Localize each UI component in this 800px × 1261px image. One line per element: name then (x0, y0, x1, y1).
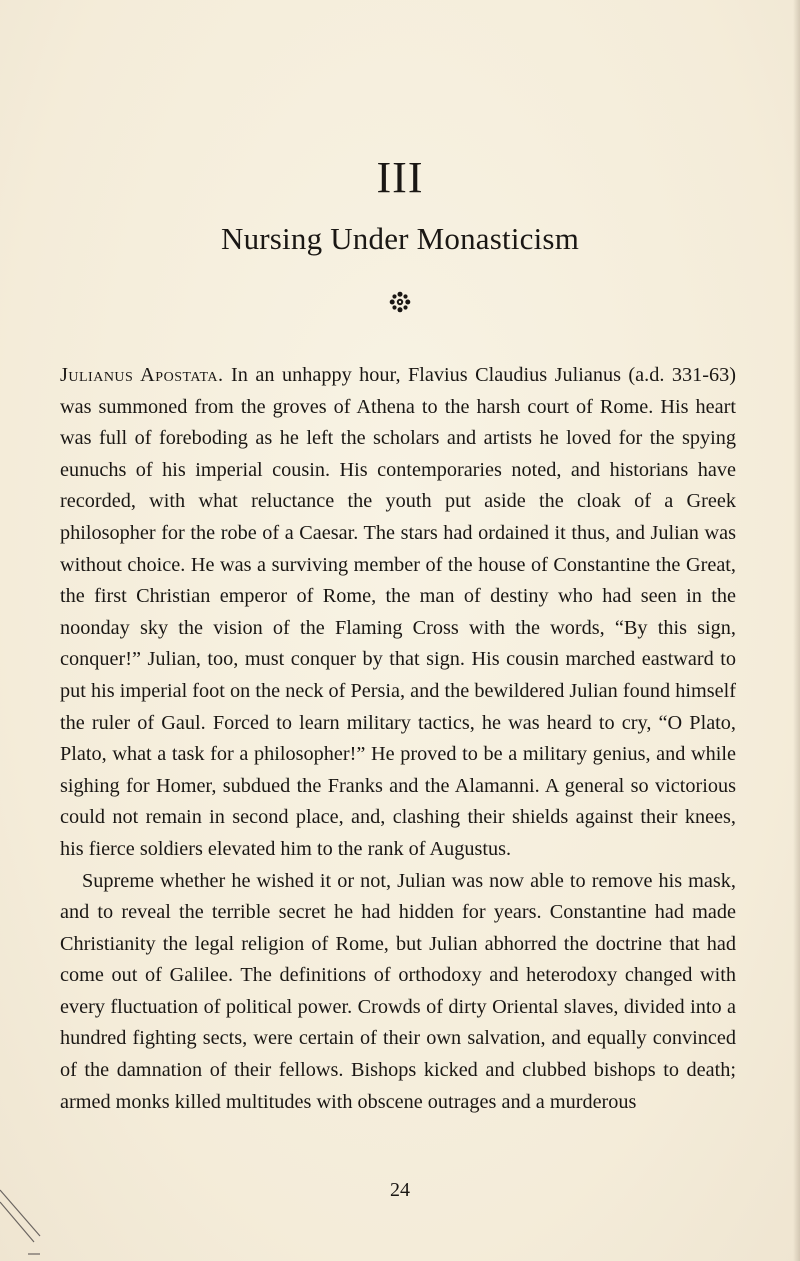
paragraph-2: Supreme whether he wished it or not, Julian was now able to remove his mask, and to reveal the terrible secret he had hidden for years. Constantine had made Christianity the legal religion of Rome, but Julian abhorred the doctrine that had come out of Galilee. The definitions of orthodoxy and heterodoxy changed with every fluctuation of political power. Crowds of dirty Oriental slaves, divided into a hundred fighting sects, were certain of their own salvation, and equally convinced of the damnation of their fellows. Bishops kicked and clubbed bishops to death; armed monks killed multitudes with obscene outrages and a murderous (60, 869, 736, 1113)
chapter-body-text (60, 360, 736, 1118)
paragraph-1 (60, 360, 736, 866)
page-number: 24 (390, 1179, 410, 1201)
chapter-number: III (376, 153, 424, 202)
scan-edge-shadow (793, 0, 800, 1261)
paragraph-1-text: In an unhappy hour, Flavius Claudius Julianus (a.d. 331-63) was summoned from the groves of Athena to the harsh court of Rome. His heart was full of foreboding as he left the scholars and artists he loved for the spying eunuchs of his imperial cousin. His contemporaries noted, and historians have recorded, with what reluctance the youth put aside the cloak of a Greek philosopher for the robe of a Caesar. The stars had ordained it thus, and Julian was without choice. He was a surviving member of the house of Constantine the Great, the first Christian emperor of Rome, the man of destiny who had seen in the noonday sky the vision of the Flaming Cross with the words, “By this sign, conquer!” Julian, too, must conquer by that sign. His cousin marched eastward to put his imperial foot on the neck of Persia, and the bewildered Julian found himself the ruler of Gaul. Forced to learn military tactics, he was heard to cry, “O Plato, Plato, what a task for a philosopher!” He proved to be a military genius, and while sighing for Homer, subdued the Franks and the Alamanni. A general so victorious could not remain in second place, and, clashing their shields against their knees, his fierce soldiers elevated him to the rank of Augustus. (60, 364, 736, 860)
chapter-title: Nursing Under Monasticism (220, 221, 580, 256)
corner-scan-mark (0, 1188, 50, 1261)
paragraph-lead-in: Julianus Apostata. (60, 364, 224, 386)
flower-ornament-icon (387, 290, 413, 314)
